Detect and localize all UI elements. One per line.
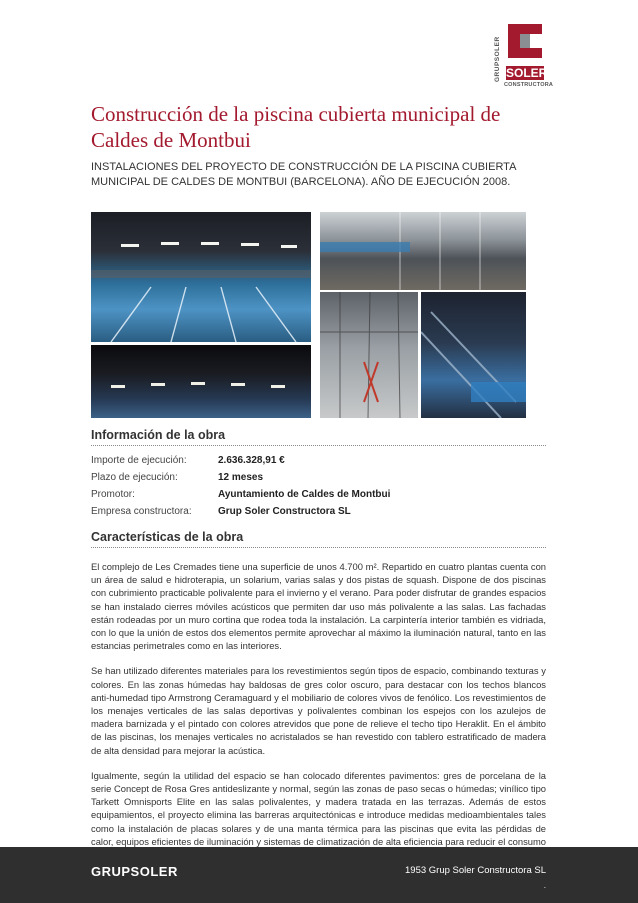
features-paragraph: Igualmente, según la utilidad del espacio se han colocado diferentes pavimentos: gres de porcelana de la serie Concept de Rosa Gres antideslizante y normal, según las zonas de paso secas o húmedas; vinílico tipo Tarkett Omnisports Elite en las salas polivalentes, y madera tratada en las terrazas. Además de estos equipamientos, el proyecto elimina las barreras arquitectónicas e introduce medidas medioambientales tales como la instalación de placas solares y de una manta térmica para las piscinas que evita las pérdidas de calor, equipos eficientes de iluminación y sistemas de climatización de alta eficiencia para reducir el consumo	[91, 769, 546, 847]
info-row	[91, 469, 546, 486]
company-logo	[494, 22, 552, 94]
photo-pool-cover	[421, 292, 526, 418]
info-heading: Información de la obra	[91, 428, 546, 446]
info-row	[91, 503, 546, 520]
info-label: Promotor:	[91, 489, 135, 500]
logo-mark-icon	[506, 22, 544, 60]
info-value: 2.636.328,91 €	[218, 455, 285, 466]
photo-construction-interior	[320, 292, 418, 418]
info-row	[91, 486, 546, 503]
info-value: Grup Soler Constructora SL	[218, 506, 351, 517]
features-body	[91, 560, 546, 873]
info-row	[91, 452, 546, 469]
page-footer	[0, 847, 638, 903]
photo-indoor-pool	[91, 212, 311, 342]
photo-glass-corridor	[320, 212, 526, 290]
footer-brand: GRUPSOLER	[91, 864, 178, 879]
page-title: Construcción de la piscina cubierta municipal de Caldes de Montbui	[91, 102, 501, 152]
info-label: Plazo de ejecución:	[91, 472, 178, 483]
logo-vertical-text: GRUPSOLER	[494, 36, 501, 82]
info-value: Ayuntamiento de Caldes de Montbui	[218, 489, 391, 500]
logo-brand: SOLER	[506, 66, 548, 80]
info-value: 12 meses	[218, 472, 264, 483]
features-heading: Características de la obra	[91, 530, 546, 548]
info-table	[91, 452, 546, 520]
photo-pool-night	[91, 345, 311, 418]
info-label: Empresa constructora:	[91, 506, 192, 517]
logo-subtext: CONSTRUCTORA	[504, 82, 554, 88]
footer-dot: .	[543, 881, 546, 890]
page-subtitle: INSTALACIONES DEL PROYECTO DE CONSTRUCCIÓN DE LA PISCINA CUBIERTA MUNICIPAL DE CALDES DE MONTBUI (BARCELONA). AÑO DE EJECUCIÓN 2008.	[91, 161, 516, 188]
features-paragraph: Se han utilizado diferentes materiales para los revestimientos según tipos de espacio, combinando texturas y colores. En las zonas húmedas hay baldosas de gres color oscuro, para destacar con los techos blancos anti-humedad tipo Armstrong Ceramaguard y el mobiliario de colores vivos de fenólico. Los revestimientos de los menajes verticales de las salas deportivas y polivalentes combinan los espejos con los azulejos de madera barnizada y el pintado con colores atrevidos que pone de relieve el techo tipo Heraklit. En el ámbito de las piscinas, los menajes verticales no acristalados se han revestido con tablero estratificado de madera de alta densidad para mejorar la acústica.	[91, 665, 546, 756]
footer-copyright: 1953 Grup Soler Constructora SL	[405, 865, 546, 876]
features-paragraph: El complejo de Les Cremades tiene una superficie de unos 4.700 m². Repartido en cuatro plantas cuenta con un área de salud e hidroterapia, un solarium, varias salas y dos pistas de squash. Dispone de dos piscinas con cubrimiento practicable polivalente para el invierno y el verano. Para poder disfrutar de grandes espacios se han instalado cierres móviles acústicos que permiten dar uso más polivalente a las salas. Las fachadas están rodeadas por un muro cortina que rodea toda la instalación. La carpintería interior también es vidriada, con lo que la unión de estos dos elementos permite aprovechar al máximo la iluminación natural, tanto en las estancias perimetrales como en las interiores.	[91, 561, 546, 652]
info-label: Importe de ejecución:	[91, 455, 187, 466]
